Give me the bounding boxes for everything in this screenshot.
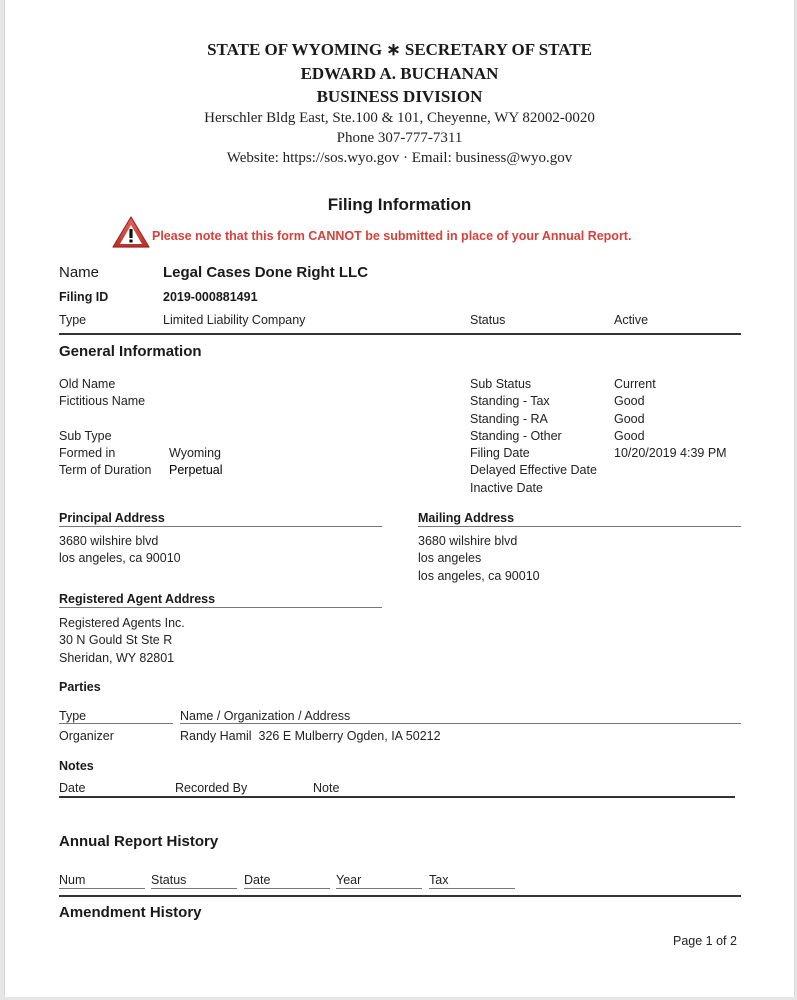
filing-id-value: 2019-000881491	[163, 290, 258, 304]
address-line: 3680 wilshire blvd	[59, 534, 159, 548]
divider	[151, 888, 237, 889]
formed-in-value: Wyoming	[169, 446, 221, 461]
header-address: Herschler Bldg East, Ste.100 & 101, Cheyenne, WY 82002-0020	[204, 110, 595, 126]
annual-column-year: Year	[336, 873, 362, 887]
parties-heading: Parties	[59, 680, 101, 694]
general-right-labels	[470, 376, 597, 497]
standing-other-value: Good	[614, 428, 645, 443]
address-line: 30 N Gould St Ste R	[59, 633, 173, 648]
notes-heading: Notes	[59, 759, 94, 773]
divider	[59, 723, 173, 724]
general-left-labels	[59, 376, 151, 480]
divider	[180, 723, 741, 724]
warning-triangle-icon	[111, 215, 151, 249]
general-right-values	[614, 376, 727, 462]
filing-date-label: Filing Date	[470, 446, 530, 461]
type-label: Type	[59, 313, 87, 327]
annual-column-tax: Tax	[429, 873, 449, 887]
address-line: los angeles	[418, 551, 482, 566]
parties-column-type: Type	[59, 709, 87, 723]
standing-tax-value: Good	[614, 394, 645, 409]
status-label: Status	[470, 313, 506, 327]
sub-type-label: Sub Type	[59, 428, 112, 443]
standing-ra-value: Good	[614, 411, 645, 426]
header-agency: STATE OF WYOMING ∗ SECRETARY OF STATE	[207, 40, 592, 59]
divider	[59, 526, 382, 527]
notes-column-date: Date	[59, 781, 86, 795]
inactive-date-label: Inactive Date	[470, 480, 543, 495]
divider	[59, 333, 741, 335]
standing-other-label: Standing - Other	[470, 428, 562, 443]
amendment-history-heading: Amendment History	[59, 904, 202, 921]
annual-column-num: Num	[59, 873, 86, 887]
notes-column-note: Note	[313, 781, 340, 795]
divider	[59, 607, 382, 608]
party-name-address: Randy Hamil 326 E Mulberry Ogden, IA 50212	[180, 729, 441, 743]
principal-address	[59, 533, 181, 568]
party-type: Organizer	[59, 729, 114, 743]
term-of-duration-value: Perpetual	[169, 463, 223, 478]
document-page	[4, 0, 795, 997]
entity-name: Legal Cases Done Right LLC	[163, 264, 369, 281]
address-line: Sheridan, WY 82801	[59, 650, 175, 665]
divider	[418, 526, 741, 527]
annual-column-status: Status	[151, 873, 187, 887]
sub-status-label: Sub Status	[470, 377, 532, 391]
registered-agent-address	[59, 615, 185, 667]
delayed-effective-date-label: Delayed Effective Date	[470, 463, 597, 478]
divider	[59, 888, 145, 889]
divider	[59, 796, 735, 798]
registered-agent-heading: Registered Agent Address	[59, 592, 216, 606]
address-line: Registered Agents Inc.	[59, 616, 185, 630]
divider	[244, 888, 330, 889]
old-name-label: Old Name	[59, 377, 116, 391]
header-secretary: EDWARD A. BUCHANAN	[300, 64, 499, 83]
standing-ra-label: Standing - RA	[470, 411, 548, 426]
annual-column-date: Date	[244, 873, 271, 887]
filing-id-label: Filing ID	[59, 290, 109, 304]
address-line: los angeles, ca 90010	[418, 568, 540, 583]
standing-tax-label: Standing - Tax	[470, 394, 550, 409]
divider	[336, 888, 422, 889]
warning-message: Please note that this form CANNOT be submitted in place of your Annual Report.	[152, 229, 632, 243]
general-left-values	[169, 445, 223, 480]
divider	[59, 895, 741, 897]
general-information-heading: General Information	[59, 343, 202, 360]
type-value: Limited Liability Company	[163, 313, 306, 327]
sub-status-value: Current	[614, 377, 656, 391]
annual-report-history-heading: Annual Report History	[59, 833, 219, 850]
header-website: Website: https://sos.wyo.gov · Email: business@wyo.gov	[226, 150, 573, 166]
principal-address-heading: Principal Address	[59, 511, 165, 525]
header-phone: Phone 307-777-7311	[336, 130, 463, 146]
name-label: Name	[59, 264, 100, 281]
page-number: Page 1 of 2	[673, 934, 737, 948]
divider	[429, 888, 515, 889]
notes-column-recorded-by: Recorded By	[175, 781, 248, 795]
filing-date-value: 10/20/2019 4:39 PM	[614, 446, 727, 461]
page-title: Filing Information	[327, 195, 472, 214]
mailing-address	[418, 533, 540, 585]
address-line: los angeles, ca 90010	[59, 551, 181, 566]
fictitious-name-label: Fictitious Name	[59, 394, 146, 409]
address-line: 3680 wilshire blvd	[418, 534, 518, 548]
mailing-address-heading: Mailing Address	[418, 511, 515, 525]
formed-in-label: Formed in	[59, 446, 116, 461]
parties-column-name: Name / Organization / Address	[180, 709, 351, 723]
term-of-duration-label: Term of Duration	[59, 463, 152, 478]
header-division: BUSINESS DIVISION	[316, 87, 483, 106]
status-value: Active	[614, 313, 649, 327]
